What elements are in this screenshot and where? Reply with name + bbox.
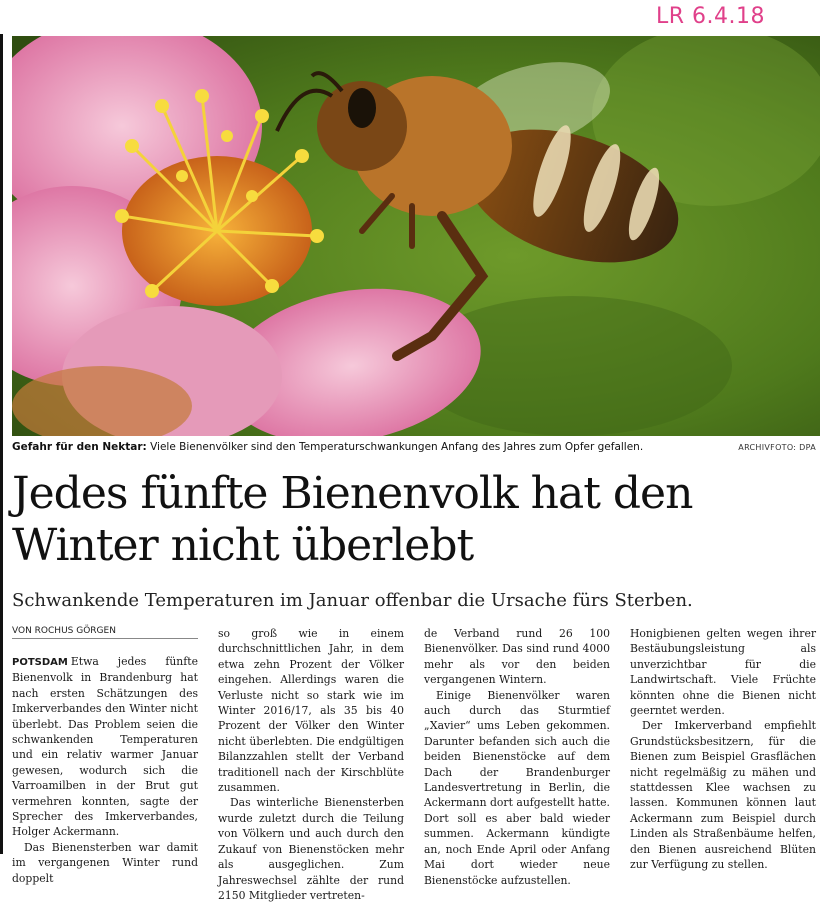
article-column-4 <box>630 626 816 873</box>
article-paragraph: Das winterliche Bienensterben wurde zuletzt durch die Teilung von Völkern und auch durch den Zukauf von Bienenstöcken mehr als ausgeglichen. Zum Jahreswechsel zählte der rund 2150 Mitglieder vertreten- <box>218 796 404 902</box>
article-byline: VON ROCHUS GÖRGEN <box>12 626 198 639</box>
article-paragraph: Einige Bienenvölker waren auch durch das Sturmtief „Xavier“ ums Leben gekommen. Darunter befanden sich auch die beiden Bienenstöcke auf dem Dach der Brandenburger Landesvertretung in Berlin, die Ackermann dort aufgestellt hatte. Dort soll es aber bald wieder summen. Ackermann kündigte an, noch Ende April oder Anfang Mai dort wieder neue Bienenstöcke aufzustellen. <box>424 688 610 887</box>
article-column-3 <box>424 626 610 888</box>
article-dateline: POTSDAM <box>12 657 68 668</box>
article-subheadline: Schwankende Temperaturen im Januar offenbar die Ursache fürs Sterben. <box>12 590 693 611</box>
article-paragraph: Der Imkerverband empfiehlt Grundstücksbesitzern, für die Bienen zum Beispiel Grasflächen nicht regelmäßig zu mähen und stattdessen Klee wachsen zu lassen. Kommunen können laut Ackermann zum Beispiel durch Linden als Straßenbäume helfen, den Bienen ausreichend Blüten zur Verfügung zu stellen. <box>630 719 816 872</box>
article-paragraph: so groß wie in einem durchschnittlichen Jahr, in dem etwa zehn Prozent der Völker eingehen. Allerdings waren die Verluste nicht so stark wie im Winter 2016/17, als 35 bis 40 Prozent der Völker den Winter nicht überlebten. Die endgültigen Bilanzzahlen stellt der Verband traditionell nach der Kirschblüte zusammen. <box>218 627 404 795</box>
article-paragraph <box>12 654 198 840</box>
photo-caption-lead: Gefahr für den Nektar: <box>12 441 147 453</box>
article-paragraph: Das Bienensterben war damit im vergangenen Winter rund doppelt <box>12 840 198 885</box>
article-headline: Jedes fünfte Bienenvolk hat den Winter nicht überlebt <box>12 468 693 571</box>
article-paragraph-text: Etwa jedes fünfte Bienenvolk in Brandenburg hat nach ersten Schätzungen des Imkerverbandes den Winter nicht überlebt. Das Problem seien die schwankenden Temperaturen und ein relativ warmer Januar gewesen, wodurch sich die Varroamilben in der Brut gut vermehren konnten, sagte der Sprecher des Imkerverbandes, Holger Ackermann. <box>12 655 198 839</box>
article-column-1 <box>12 654 198 886</box>
photo-credit: ARCHIVFOTO: DPA <box>738 443 816 452</box>
article-paragraph: de Verband rund 26 100 Bienenvölker. Das sind rund 4000 mehr als vor den beiden vergangenen Wintern. <box>424 627 610 687</box>
photo-caption <box>12 441 652 453</box>
article-paragraph: Honigbienen gelten wegen ihrer Bestäubungsleistung als unverzichtbar für die Landwirtschaft. Viele Früchte könnten ohne die Bienen nicht geerntet werden. <box>630 627 816 718</box>
photo-caption-text: Viele Bienenvölker sind den Temperaturschwankungen Anfang des Jahres zum Opfer gefallen. <box>150 441 644 453</box>
article-column-2 <box>218 626 404 903</box>
column-rule <box>0 34 3 854</box>
bee-flower-photo <box>12 36 820 436</box>
handwritten-date-note: LR 6.4.18 <box>656 4 766 29</box>
